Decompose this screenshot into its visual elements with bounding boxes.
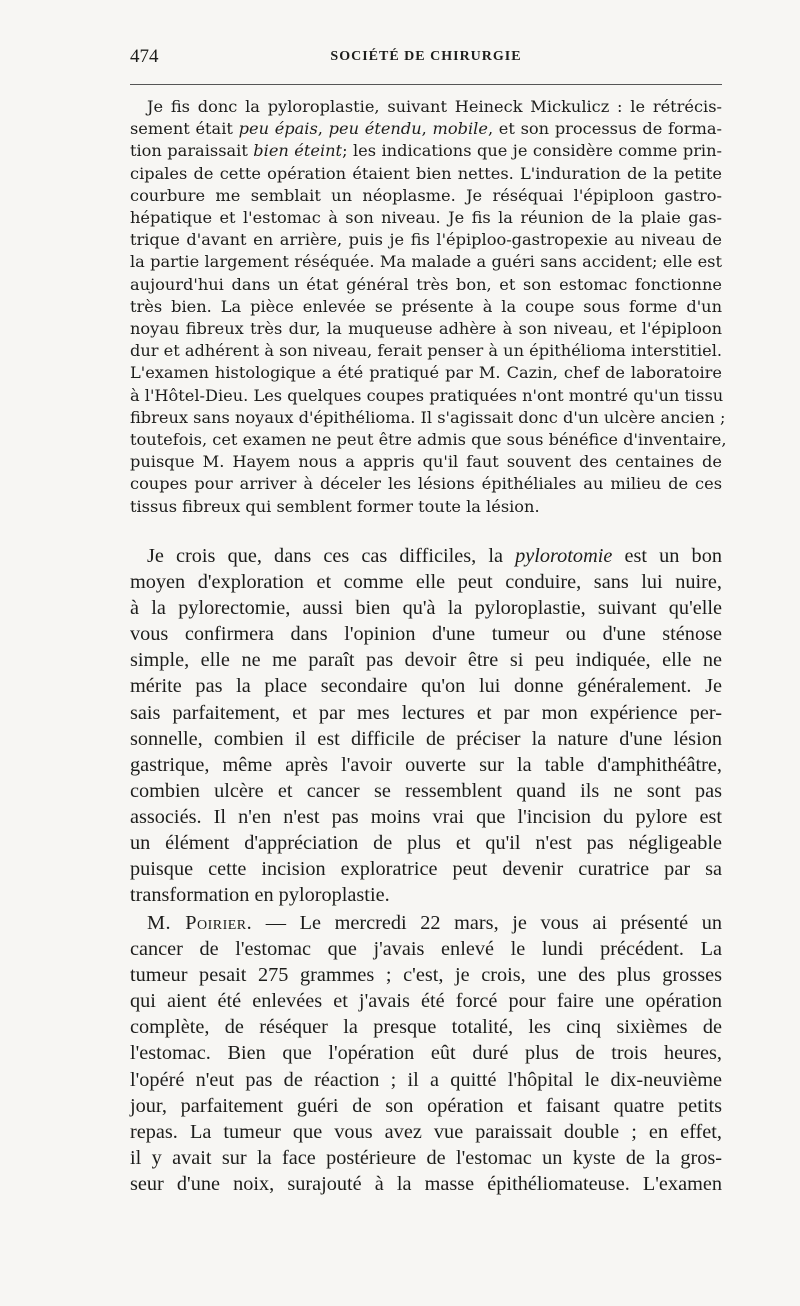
text-line: un élément d'appréciation de plus et qu'il n'est pas négligeable — [130, 832, 722, 855]
text-line: la partie largement réséquée. Ma malade a guéri sans accident; elle est — [130, 252, 722, 272]
text-line: à l'Hôtel-Dieu. Les quelques coupes pratiquées n'ont montré qu'un tissu — [130, 385, 724, 405]
text-line: combien ulcère et cancer se ressemblent quand ils ne sont pas — [130, 779, 722, 802]
text-line: sais parfaitement, et par mes lectures et par mon expérience per- — [130, 701, 722, 724]
text-line: mérite pas la place secondaire qu'on lui donne généralement. Je — [130, 675, 722, 698]
paragraph-1 — [130, 96, 727, 518]
text-line: l'opéré n'eut pas de réaction ; il a quitté l'hôpital le dix-neuvième — [130, 1068, 722, 1091]
text-line: hépatique et l'estomac à son niveau. Je fis la réunion de la plaie gas- — [130, 208, 722, 228]
speaker-name: M. Poirier. — [147, 912, 253, 934]
text-line: jour, parfaitement guéri de son opération et faisant quatre petits — [130, 1094, 722, 1117]
text-line: cancer de l'estomac que j'avais enlevé le lundi précédent. La — [130, 938, 722, 961]
text-line: noyau fibreux très dur, la muqueuse adhère à son niveau, et l'épiploon — [130, 319, 722, 339]
header-rule — [130, 84, 722, 85]
text-line: seur d'une noix, surajouté à la masse épithéliomateuse. L'examen — [130, 1172, 722, 1195]
text-line: l'estomac. Bien que l'opération eût duré plus de trois heures, — [130, 1042, 722, 1065]
text-line: tissus fibreux qui semblent former toute la lésion. — [130, 496, 540, 516]
text-line: gastrique, même après l'avoir ouverte sur la table d'amphithéâtre, — [130, 753, 722, 776]
paragraph-2 — [130, 543, 722, 908]
text-line: courbure me semblait un néoplasme. Je réséquai l'épiploon gastro- — [130, 185, 722, 205]
paragraph-3 — [130, 910, 722, 1197]
text-line: complète, de réséquer la presque totalité, les cinq sixièmes de — [130, 1016, 722, 1039]
italic-term: peu épais — [238, 119, 318, 139]
text-line: fibreux sans noyaux d'épithélioma. Il s'agissait donc d'un ulcère ancien ; — [130, 407, 726, 427]
text-line: puisque M. Hayem nous a appris qu'il faut souvent des centaines de — [130, 452, 722, 472]
italic-term: mobile — [432, 119, 488, 139]
text-line: toutefois, cet examen ne peut être admis que sous bénéfice d'inventaire, — [130, 430, 727, 450]
text-line: M. Poirier. — Le mercredi 22 mars, je vous ai présenté un — [147, 912, 722, 934]
text-line: simple, elle ne me paraît pas devoir être si peu indiquée, elle ne — [130, 649, 722, 672]
italic-term: peu étendu — [328, 119, 422, 139]
text-line: il y avait sur la face postérieure de l'estomac un kyste de la gros- — [130, 1146, 722, 1169]
text-line: moyen d'exploration et comme elle peut conduire, sans lui nuire, — [130, 571, 722, 594]
text-line: très bien. La pièce enlevée se présente à la coupe sous forme d'un — [130, 296, 722, 316]
text-line: qui aient été enlevées et j'avais été forcé pour faire une opération — [130, 990, 722, 1013]
running-title: SOCIÉTÉ DE CHIRURGIE — [330, 49, 522, 64]
page-header — [130, 42, 722, 78]
text-line: puisque cette incision exploratrice peut devenir curatrice par sa — [130, 858, 722, 881]
text-line: tion paraissait bien éteint; les indications que je considère comme prin- — [130, 141, 722, 161]
text-line: sement était peu épais, peu étendu, mobile, et son processus de forma- — [130, 119, 722, 139]
text-line: trique d'avant en arrière, puis je fis l'épiploo-gastropexie au niveau de — [130, 230, 722, 250]
text-line: L'examen histologique a été pratiqué par M. Cazin, chef de laboratoire — [130, 363, 722, 383]
text-line: cipales de cette opération étaient bien nettes. L'induration de la petite — [130, 163, 722, 183]
text-line: Je crois que, dans ces cas difficiles, la pylorotomie est un bon — [147, 545, 722, 567]
text-line: associés. Il n'en n'est pas moins vrai que l'incision du pylore est — [130, 805, 722, 828]
text-line: transformation en pyloroplastie. — [130, 884, 390, 907]
text-line: repas. La tumeur que vous avez vue paraissait double ; en effet, — [130, 1120, 722, 1143]
italic-term: pylorotomie — [515, 545, 613, 567]
text-line: sonnelle, combien il est difficile de préciser la nature d'une lésion — [130, 727, 722, 750]
text-line: Je fis donc la pyloroplastie, suivant Heineck Mickulicz : le rétrécis- — [147, 97, 722, 116]
text-line: coupes pour arriver à déceler les lésions épithéliales au milieu de ces — [130, 474, 722, 494]
italic-term: bien éteint — [253, 141, 343, 161]
text-line: dur et adhérent à son niveau, ferait penser à un épithélioma interstitiel. — [130, 341, 723, 361]
text-line: aujourd'hui dans un état général très bon, et son estomac fonctionne — [130, 274, 722, 294]
page-number: 474 — [130, 46, 159, 67]
text-line: tumeur pesait 275 grammes ; c'est, je crois, une des plus grosses — [130, 964, 722, 987]
text-line: à la pylorectomie, aussi bien qu'à la pyloroplastie, suivant qu'elle — [130, 597, 722, 620]
text-line: vous confirmera dans l'opinion d'une tumeur ou d'une sténose — [130, 623, 722, 646]
